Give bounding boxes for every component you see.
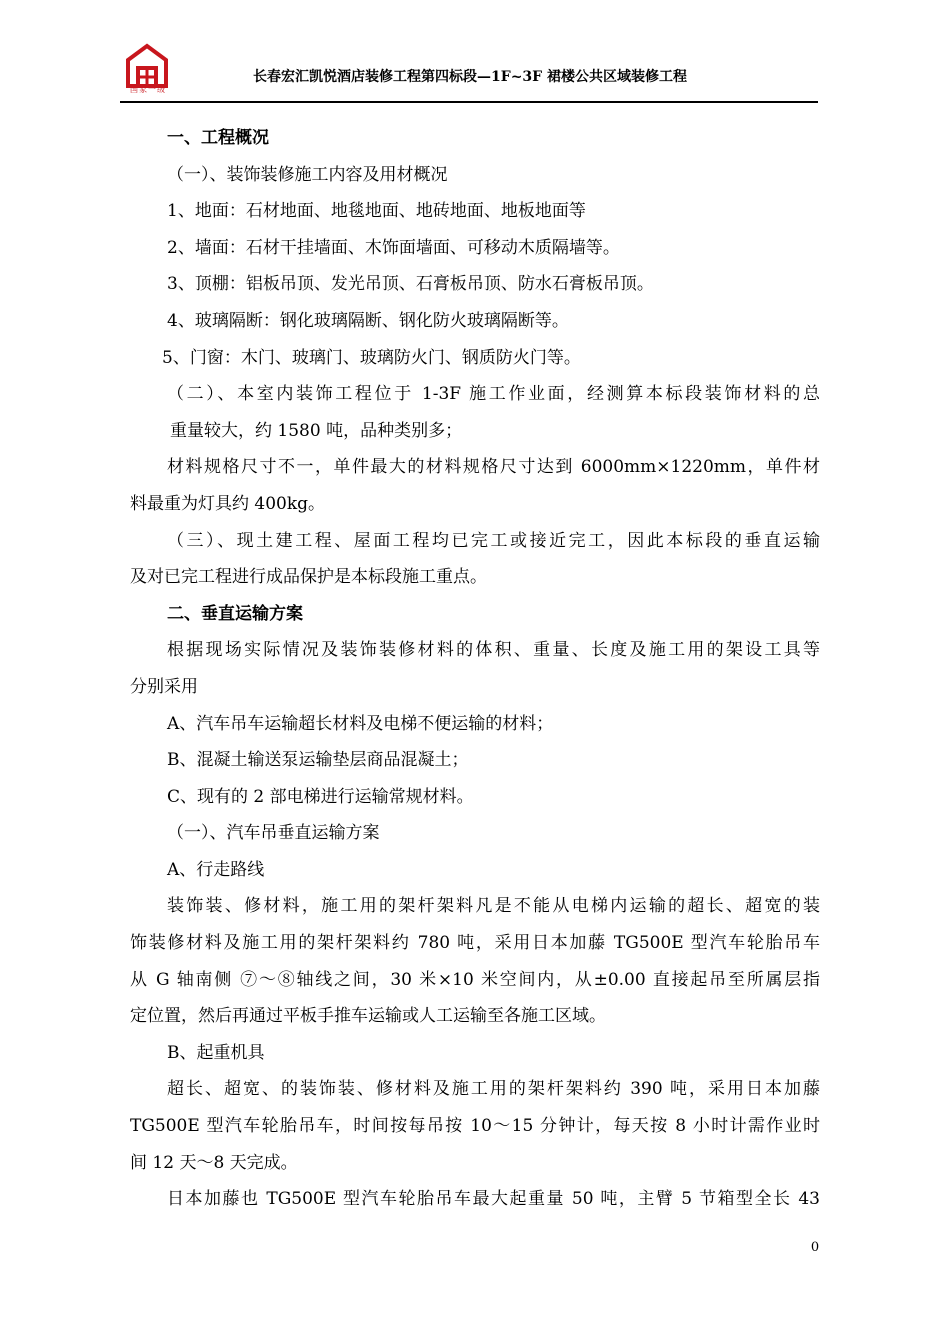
paragraph-line: C、现有的 2 部电梯进行运输常规材料。 (167, 786, 474, 807)
paragraph-line: （一）、汽车吊垂直运输方案 (167, 823, 380, 844)
paragraph-line: 根据现场实际情况及装饰装修材料的体积、重量、长度及施工用的架设工具等 (167, 640, 820, 661)
paragraph-line: TG500E 型汽车轮胎吊车，时间按每吊按 10～15 分钟计，每天按 8 小时计需作业时 (130, 1116, 820, 1137)
paragraph-line: 材料规格尺寸不一，单件最大的材料规格尺寸达到 6000mm×1220mm，单件材 (167, 457, 820, 478)
paragraph-line: （三）、现土建工程、屋面工程均已完工或接近完工，因此本标段的垂直运输 (167, 530, 820, 551)
paragraph-line: 2、墙面：石材干挂墙面、木饰面墙面、可移动木质隔墙等。 (167, 237, 620, 258)
paragraph-line: （一）、装饰装修施工内容及用材概况 (167, 164, 448, 185)
paragraph-line: 重量较大，约 1580 吨，品种类别多； (170, 420, 463, 441)
paragraph-line: 及对已完工程进行成品保护是本标段施工重点。 (130, 567, 487, 588)
page-number: 0 (810, 1240, 820, 1255)
document-body (130, 120, 820, 1218)
paragraph-line: 定位置，然后再通过平板手推车运输或人工运输至各施工区域。 (130, 1006, 606, 1027)
paragraph-line: 3、顶棚：铝板吊顶、发光吊顶、石膏板吊顶、防水石膏板吊顶。 (167, 274, 654, 295)
paragraph-line: 分别采用 (130, 676, 198, 697)
paragraph-line: 5、门窗：木门、玻璃门、玻璃防火门、钢质防火门等。 (162, 347, 581, 368)
logo-caption: 国家一级 (130, 85, 166, 94)
paragraph-line: 料最重为灯具约 400kg。 (130, 493, 326, 514)
paragraph-line: B、起重机具 (167, 1042, 265, 1063)
paragraph-line: 1、地面：石材地面、地毯地面、地砖地面、地板地面等 (167, 201, 586, 222)
paragraph-line: B、混凝土输送泵运输垫层商品混凝土； (167, 750, 469, 771)
paragraph-line: （二）、本室内装饰工程位于 1-3F 施工作业面，经测算本标段装饰材料的总 (167, 384, 820, 405)
section-heading: 一、工程概况 (167, 128, 269, 148)
section-heading: 二、垂直运输方案 (167, 603, 303, 624)
paragraph-line: 超长、超宽、的装饰装、修材料及施工用的架杆架料约 390 吨，采用日本加藤 (167, 1079, 820, 1100)
paragraph-line: 4、玻璃隔断：钢化玻璃隔断、钢化防火玻璃隔断等。 (167, 310, 569, 331)
header-title: 长春宏汇凯悦酒店装修工程第四标段—1F~3F 裙楼公共区域装修工程 (253, 69, 687, 85)
paragraph-line: A、行走路线 (167, 859, 265, 880)
paragraph-line: A、汽车吊车运输超长材料及电梯不便运输的材料； (167, 713, 554, 734)
paragraph-line: 装饰装、修材料，施工用的架杆架料凡是不能从电梯内运输的超长、超宽的装 (167, 896, 820, 917)
paragraph-line: 从 G 轴南侧 ⑦～⑧轴线之间，30 米×10 米空间内，从±0.00 直接起吊至所属层指 (130, 969, 820, 990)
paragraph-line: 饰装修材料及施工用的架杆架料约 780 吨，采用日本加藤 TG500E 型汽车轮胎吊车 (130, 933, 820, 954)
paragraph-line: 日本加藤也 TG500E 型汽车轮胎吊车最大起重量 50 吨，主臂 5 节箱型全长 43 (167, 1189, 820, 1210)
paragraph-line: 间 12 天～8 天完成。 (130, 1152, 298, 1173)
header-divider (120, 101, 818, 103)
